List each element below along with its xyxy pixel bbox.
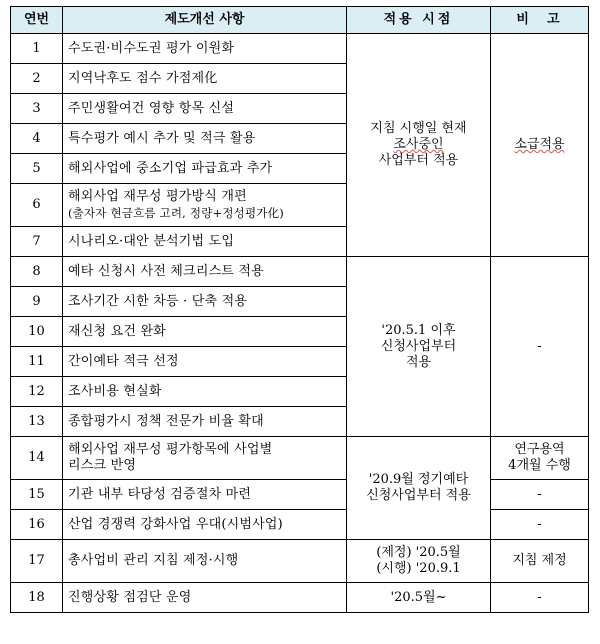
row-item: 간이예타 적극 선정	[63, 347, 347, 377]
row-item: 재신청 요건 완화	[63, 317, 347, 347]
row-item: 종합평가시 정책 전문가 비율 확대	[63, 407, 347, 437]
row18-note: -	[491, 583, 589, 613]
group2-date-line3: 적용	[405, 354, 432, 370]
table-row	[11, 257, 589, 287]
group3-date-line1: '20.9월 정기예타	[368, 472, 469, 487]
row-item: 해외사업에 중소기업 파급효과 추가	[63, 154, 347, 184]
table-row	[11, 437, 589, 480]
group2-note: -	[491, 257, 589, 437]
row-item: 주민생활여건 영향 항목 신설	[63, 94, 347, 124]
header-row	[11, 7, 589, 34]
row-number: 16	[11, 510, 63, 540]
group1-date-line1: 지침 시행일 현재	[370, 121, 467, 136]
group2-date	[347, 257, 491, 437]
group3-date-line2: 신청사업부터 적용	[366, 488, 471, 503]
reform-table	[10, 6, 589, 613]
row15-note: -	[491, 480, 589, 510]
row-item: 기관 내부 타당성 검증절차 마련	[63, 480, 347, 510]
row17-date-line1: (제정) '20.5월	[376, 545, 461, 560]
row-number: 15	[11, 480, 63, 510]
row-number: 3	[11, 94, 63, 124]
table-row	[11, 480, 589, 510]
row-item: 산업 경쟁력 강화사업 우대(시범사업)	[63, 510, 347, 540]
row-number: 2	[11, 64, 63, 94]
table-row	[11, 540, 589, 583]
header-date: 적용 시점	[347, 7, 491, 34]
row-item-sub: (출자자 현금흐름 고려, 정량+정성평가化)	[68, 206, 284, 220]
row-item-main: 해외사업 재무성 평가방식 개편	[68, 189, 247, 204]
group2-date-line2: 신청사업부터	[380, 338, 457, 354]
row-number: 14	[11, 437, 63, 480]
group1-date-line3: 사업부터 적용	[378, 153, 459, 168]
group1-date-line2: 조사중인	[393, 137, 444, 152]
row-number: 7	[11, 227, 63, 257]
row-item: 총사업비 관리 지침 제정·시행	[63, 540, 347, 583]
row-item	[63, 184, 347, 227]
row-number: 13	[11, 407, 63, 437]
group1-note-text: 소급적용	[514, 137, 565, 152]
row-item: 특수평가 예시 추가 및 적극 활용	[63, 124, 347, 154]
row16-note: -	[491, 510, 589, 540]
group2-date-line1: '20.5.1 이후	[381, 322, 456, 338]
row14-note-line2: 4개월 수행	[508, 458, 571, 473]
group1-date	[347, 34, 491, 257]
table-row	[11, 34, 589, 64]
row-number: 11	[11, 347, 63, 377]
row-number: 5	[11, 154, 63, 184]
header-item: 제도개선 사항	[63, 7, 347, 34]
row-number: 10	[11, 317, 63, 347]
row14-note-line1: 연구용역	[514, 442, 565, 457]
row-number: 6	[11, 184, 63, 227]
row-number: 4	[11, 124, 63, 154]
table-row	[11, 510, 589, 540]
header-note: 비 고	[491, 7, 589, 34]
row-number: 1	[11, 34, 63, 64]
row17-date-line2: (시행) '20.9.1	[376, 561, 461, 576]
row-number: 12	[11, 377, 63, 407]
row17-note: 지침 제정	[491, 540, 589, 583]
header-no: 연번	[11, 7, 63, 34]
row-number: 9	[11, 287, 63, 317]
group1-note	[491, 34, 589, 257]
row-item: 지역낙후도 점수 가점제化	[63, 64, 347, 94]
table-row	[11, 583, 589, 613]
row-item: 예타 신청시 사전 체크리스트 적용	[63, 257, 347, 287]
row-item: 수도권·비수도권 평가 이원화	[63, 34, 347, 64]
group3-date	[347, 437, 491, 540]
row-item-sub: 리스크 반영	[68, 458, 137, 473]
row14-note	[491, 437, 589, 480]
row-item: 조사기간 시한 차등 · 단축 적용	[63, 287, 347, 317]
row-item: 조사비용 현실화	[63, 377, 347, 407]
row-item: 시나리오·대안 분석기법 도입	[63, 227, 347, 257]
row-item	[63, 437, 347, 480]
row-number: 8	[11, 257, 63, 287]
row-number: 18	[11, 583, 63, 613]
row17-date	[347, 540, 491, 583]
reform-table-container	[10, 6, 588, 613]
row-item: 진행상황 점검단 운영	[63, 583, 347, 613]
row-number: 17	[11, 540, 63, 583]
row-item-main: 해외사업 재무성 평가항목에 사업별	[68, 442, 273, 457]
row18-date: '20.5월~	[347, 583, 491, 613]
